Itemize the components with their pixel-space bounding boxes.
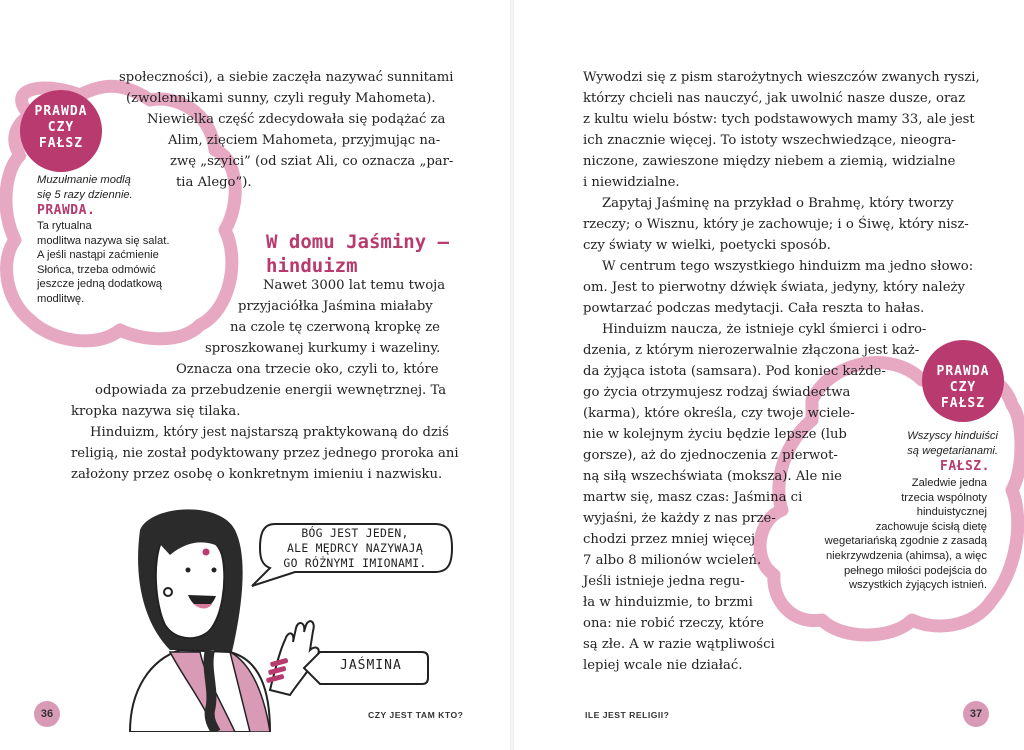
paragraph-line: Wywodzi się z pism starożytnych wieszczów zwanych ryszi, <box>583 70 980 85</box>
paragraph-line: rzeczy; o Wisznu, który je zachowuje; i o Śiwę, który nisz- <box>583 217 969 232</box>
speech-line: BÓG JEST JEDEN, <box>301 526 409 540</box>
paragraph-line: (karma), które określa, czy twoje wciele- <box>583 406 855 421</box>
paragraph-line: 7 albo 8 milionów wcieleń. <box>583 553 762 568</box>
section-line: kropka nazywa się tilaka. <box>71 404 241 419</box>
paragraph-line: Hinduizm naucza, że istnieje cykl śmierci i odro- <box>602 322 927 337</box>
paragraph-line: Niewielka część zdecydowała się podążać za <box>147 112 446 127</box>
paragraph-line: społeczności), a siebie zaczęła nazywać sunnitami <box>119 70 454 85</box>
running-footer: CZY JEST TAM KTO? <box>368 710 464 720</box>
paragraph-line: martw się, masz czas: Jaśmina ci <box>583 490 803 505</box>
fact-answer: FAŁSZ. <box>940 459 990 474</box>
paragraph-line: nie w kolejnym życiu będzie lepsze (lub <box>583 427 847 442</box>
speech-bubble-text <box>265 526 445 571</box>
heading-line: W domu Jaśminy – <box>266 231 450 253</box>
question-line: się 5 razy dziennie. <box>37 188 133 201</box>
speech-line: ALE MĘDRCY NAZYWAJĄ <box>287 541 423 555</box>
paragraph-line: którzy chcieli nas nauczyć, jak uwolnić nasze dusze, oraz <box>583 91 966 106</box>
paragraph-line: dzenia, z którym nierozerwalnie złączona jest każ- <box>583 343 920 358</box>
paragraph-line: tia Alego”). <box>176 175 252 190</box>
paragraph-line: czy światy w wielki, poetycki sposób. <box>583 238 831 253</box>
section-line: Oznacza ona trzecie oko, czyli to, które <box>176 362 439 377</box>
fact-answer: PRAWDA. <box>37 203 96 218</box>
fact-body-line: Zaledwie jedna <box>911 477 987 489</box>
paragraph-line: są złe. A w razie wątpliwości <box>583 637 775 652</box>
paragraph-line: (zwolennikami sunny, czyli reguły Mahometa). <box>126 91 436 106</box>
paragraph-line: powtarzać podczas medytacji. Cała reszta to hałas. <box>583 301 925 316</box>
paragraph-line: z kultu wielu bóstw: tych podstawowych mamy 33, ale jest <box>583 112 975 127</box>
paragraph-line: zwę „szyici” (od sziat Ali, co oznacza „par- <box>170 154 454 169</box>
question-line: są wegetarianami. <box>907 444 998 457</box>
paragraph-line: chodzi przez mniej więcej <box>583 532 756 547</box>
section-line: odpowiada za przebudzenie energii wewnętrznej. Ta <box>95 383 447 398</box>
fact-body-line: Ta rytualna <box>37 220 92 232</box>
page-number: 36 <box>34 701 60 727</box>
paragraph-line: Alim, zięciem Mahometa, przyjmując na- <box>168 133 441 148</box>
badge-text <box>24 104 98 152</box>
paragraph-line: om. Jest to pierwotny dźwięk świata, jedyny, który należy <box>583 280 965 295</box>
paragraph-line: wyjaśni, że każdy z nas prze- <box>583 511 776 526</box>
badge-text <box>926 364 1000 412</box>
section-heading <box>266 230 449 278</box>
section-line: przyjaciółka Jaśmina miałaby <box>238 299 433 314</box>
running-footer: ILE JEST RELIGII? <box>585 710 670 720</box>
fact-question <box>37 173 133 202</box>
section-line: Nawet 3000 lat temu twoja <box>263 278 446 293</box>
paragraph-line: ła w hinduizmie, to brzmi <box>583 595 753 610</box>
section-line: założony przez osobę o konkretnym imieniu i nazwisku. <box>71 467 443 482</box>
paragraph-line: W centrum tego wszystkiego hinduizm ma jedno słowo: <box>602 259 974 274</box>
paragraph-line: ną siłą wszechświata (moksza). Ale nie <box>583 469 842 484</box>
speech-line: GO RÓŻNYMI IMIONAMI. <box>283 556 427 570</box>
fact-body-line: wegetariańską zgodnie z zasadą <box>824 535 987 548</box>
fact-body-line: niekrzywdzenia (ahimsa), a więc <box>825 549 987 562</box>
fact-body-line: pełnego miłości podejścia do <box>843 564 987 577</box>
fact-body-line: A jeśli nastąpi zaćmienie <box>37 249 159 262</box>
section-line: na czole tę czerwoną kropkę ze <box>230 320 440 335</box>
fact-question <box>892 429 998 458</box>
fact-body <box>812 476 987 593</box>
fact-body-line: Słońca, trzeba odmówić <box>37 263 156 276</box>
paragraph-line: i niewidzialne. <box>583 175 680 190</box>
fact-body-line: zachowuje ścisłą dietę <box>875 520 987 533</box>
paragraph-line: Zapytaj Jaśminę na przykład o Brahmę, który tworzy <box>602 196 954 211</box>
name-label: JAŚMINA <box>340 658 402 673</box>
paragraph-line: ich znacznie więcej. To istoty wszechwiedzące, nieogra- <box>583 133 957 148</box>
section-line: Hinduizm, który jest najstarszą praktykowaną do dziś <box>90 425 449 440</box>
heading-line: hinduizm <box>266 255 358 277</box>
fact-body <box>37 219 169 307</box>
badge-line: FAŁSZ <box>940 396 986 411</box>
right-page <box>512 0 1024 750</box>
badge-line: CZY <box>949 380 977 395</box>
fact-body-line: trzecia wspólnoty <box>901 491 987 504</box>
question-line: Muzułmanie modlą <box>37 174 131 186</box>
section-line: sproszkowanej kurkumy i wazeliny. <box>205 341 441 356</box>
page-number: 37 <box>963 701 989 727</box>
paragraph-line: Jeśli istnieje jedna regu- <box>583 574 745 589</box>
paragraph-line: ona: nie robić rzeczy, które <box>583 616 764 631</box>
paragraph-line: niczone, zawieszone między niebem a ziemią, widzialne <box>583 154 956 169</box>
fact-body-line: hinduistycznej <box>916 506 987 519</box>
paragraph-line: gorsze), aż do zjednoczenia z pierwot- <box>583 448 838 463</box>
paragraph-line: go życia otrzymujesz rodzaj świadectwa <box>583 385 851 400</box>
paragraph-line: lepiej wcale nie działać. <box>583 658 743 673</box>
badge-line: PRAWDA <box>936 364 990 379</box>
fact-body-line: jeszcze jedną dodatkową <box>37 278 163 291</box>
section-line: religią, nie został podyktowany przez jednego proroka ani <box>71 446 459 461</box>
fact-body-line: wszystkich żyjących istnień. <box>848 579 987 592</box>
paragraph-line: da żyjąca istota (samsara). Pod koniec każde- <box>583 364 886 379</box>
badge-line: CZY <box>47 120 75 135</box>
fact-body-line: modlitwę. <box>37 292 85 305</box>
badge-line: PRAWDA <box>34 104 88 119</box>
badge-line: FAŁSZ <box>38 136 84 151</box>
question-line: Wszyscy hinduiści <box>907 430 998 442</box>
fact-body-line: modlitwa nazywa się salat. <box>37 234 170 247</box>
